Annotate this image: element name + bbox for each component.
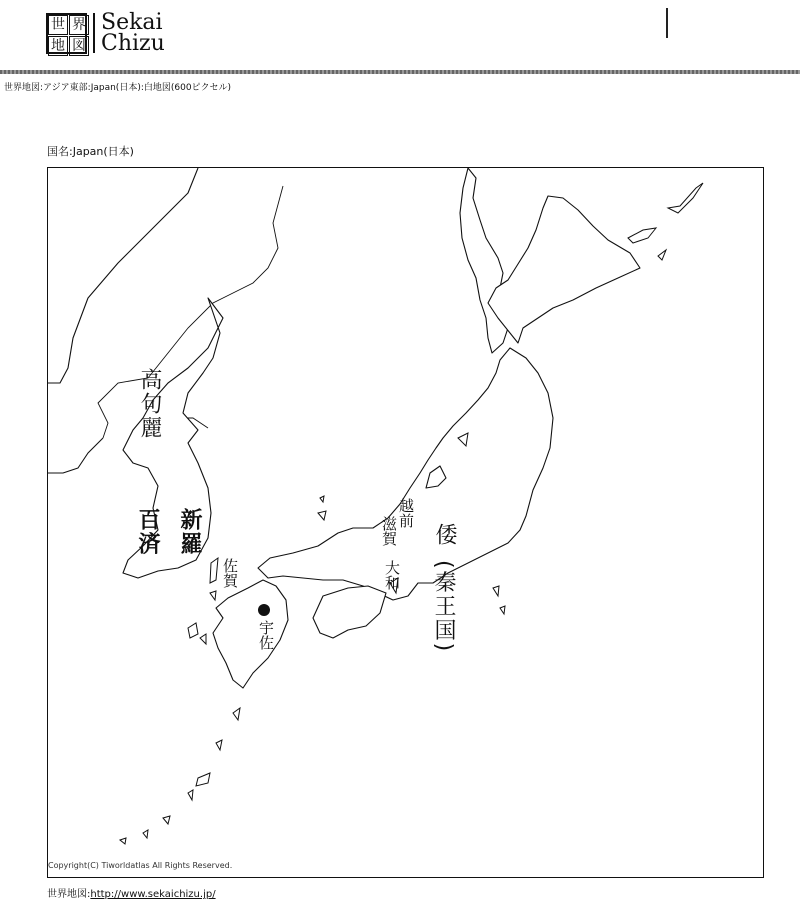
label-echizen: 越前	[397, 498, 415, 528]
tsushima-island	[210, 558, 218, 583]
breadcrumb: 世界地図:アジア東部:Japan(日本):白地図(600ピクセル)	[4, 83, 232, 93]
map-copyright: Copyright(C) Tiworldatlas All Rights Reserved.	[48, 861, 233, 870]
dokdo-islet	[320, 496, 324, 502]
logo-glyph: 地	[48, 36, 68, 56]
shikoku	[313, 586, 386, 638]
kyushu	[213, 580, 288, 688]
ryukyu-island	[233, 708, 240, 720]
usa-location-marker	[258, 604, 270, 616]
label-yamato: 大和	[383, 560, 401, 590]
ryukyu-island	[216, 740, 222, 750]
honshu	[258, 348, 553, 600]
russia-coastline	[48, 168, 198, 383]
goto-island	[188, 623, 198, 638]
izu-island	[493, 586, 499, 596]
ryukyu-island	[163, 816, 170, 824]
footer-prefix: 世界地図:	[47, 889, 91, 900]
footer-site-link[interactable]: http://www.sekaichizu.jp/	[90, 889, 216, 900]
logo-glyph: 図	[69, 36, 89, 56]
kuril-island	[668, 183, 703, 213]
ryukyu-island	[188, 790, 193, 800]
ryukyu-island	[196, 773, 210, 786]
logo-word-sekai: Sekai	[101, 10, 163, 35]
map-frame	[47, 167, 764, 878]
site-logo[interactable]	[46, 12, 165, 54]
country-name-label: 国名:Japan(日本)	[47, 145, 134, 158]
sakhalin-island	[460, 168, 508, 353]
label-silla: 新羅	[177, 508, 202, 556]
iki-island	[210, 591, 216, 600]
kuril-island	[628, 228, 656, 243]
logo-wordmark	[101, 12, 165, 54]
hokkaido	[488, 196, 640, 343]
logo-divider	[93, 13, 95, 53]
label-goguryeo: 高句麗	[137, 368, 162, 440]
goto-island	[200, 634, 206, 644]
china-coastline	[48, 438, 103, 473]
oki-island	[318, 511, 326, 520]
label-wa: 倭	[432, 523, 457, 547]
ryukyu-island	[143, 830, 148, 838]
china-korea-border	[98, 186, 283, 438]
kuril-island	[658, 250, 666, 260]
scan-mark	[666, 8, 668, 38]
logo-mark	[46, 13, 87, 54]
footer	[47, 885, 216, 900]
ryukyu-island	[120, 838, 126, 844]
logo-word-chizu: Chizu	[101, 31, 165, 56]
logo-glyph: 世	[48, 15, 68, 35]
label-saga: 佐賀	[221, 558, 239, 588]
izu-island	[500, 606, 505, 614]
label-shiga: 滋賀	[380, 516, 398, 546]
label-usa: 宇佐	[257, 620, 275, 650]
label-baekje: 百済	[135, 508, 160, 556]
header-divider	[0, 70, 800, 74]
label-yamatai: (秦王国)	[431, 560, 456, 654]
logo-glyph: 界	[69, 15, 89, 35]
